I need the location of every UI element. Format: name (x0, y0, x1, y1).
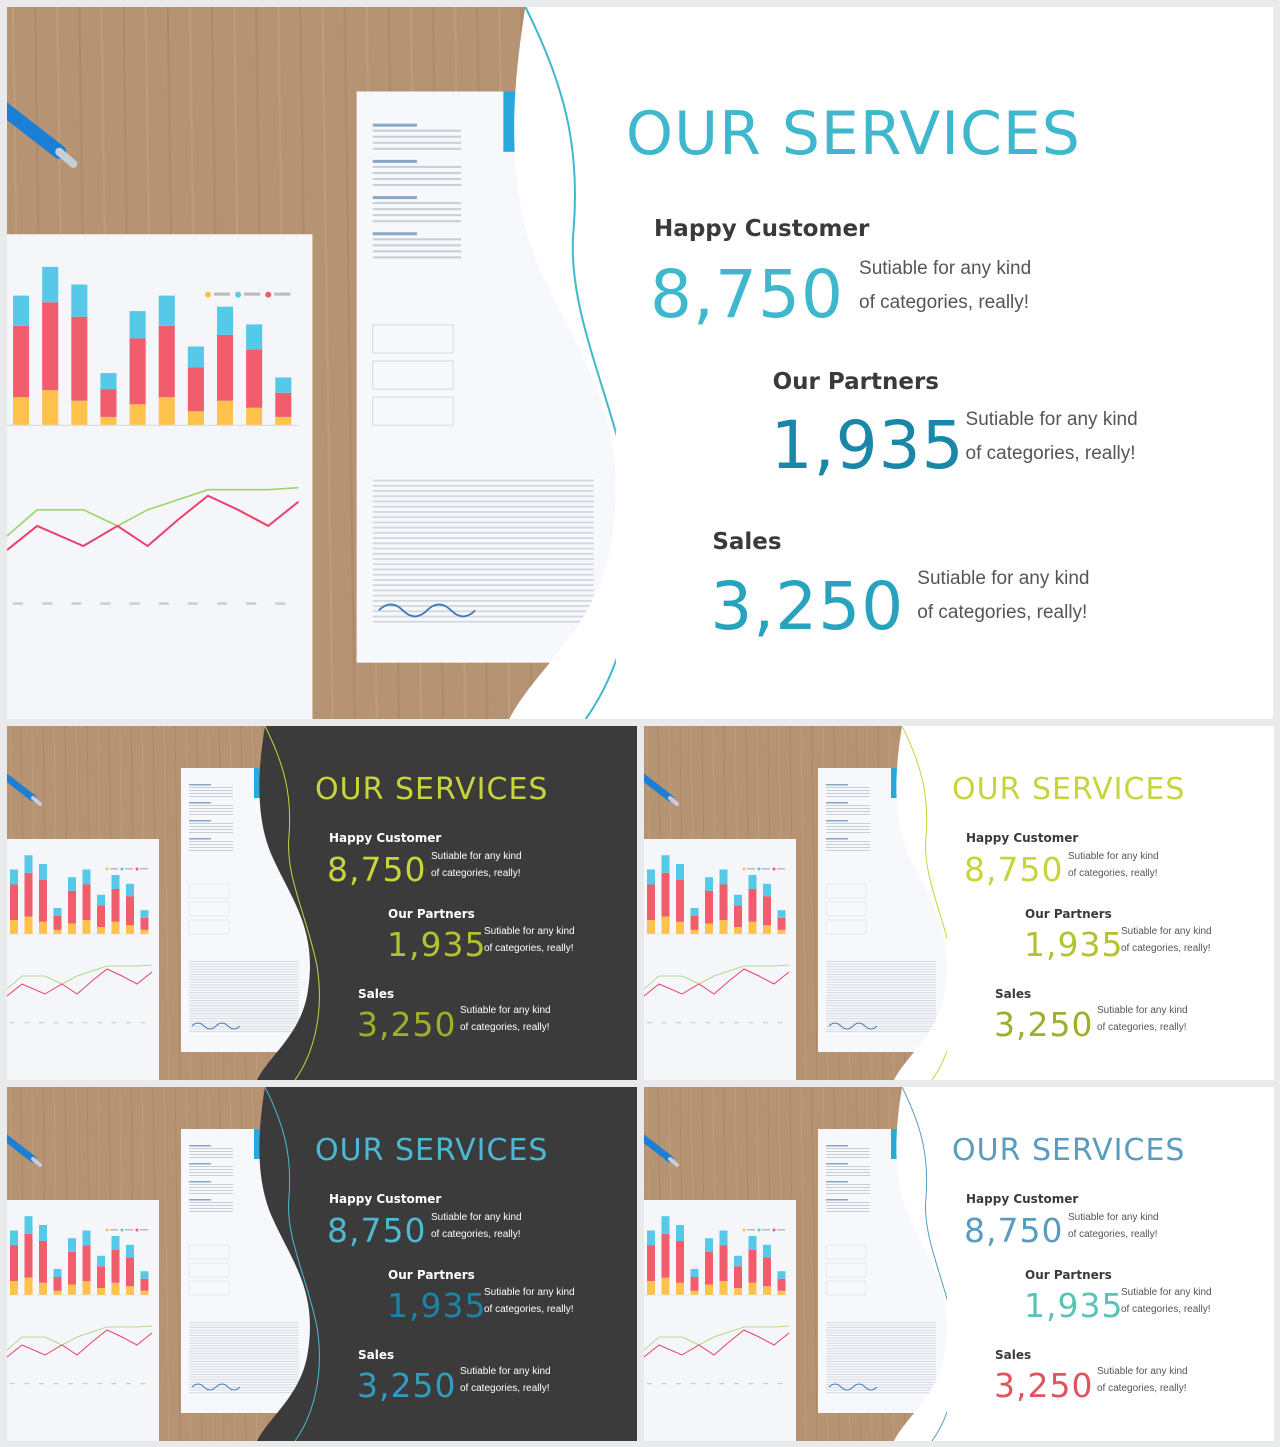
description-line-2: of categories, really! (484, 943, 574, 954)
stat-value-our-partners: 1,935 (387, 925, 487, 964)
stat-value-happy-customer: 8,750 (327, 850, 427, 889)
stat-description-sales (460, 1363, 551, 1397)
slide-main (7, 7, 1273, 719)
stat-description-happy-customer (1068, 848, 1159, 882)
description-line-2: of categories, really! (484, 1304, 574, 1315)
stat-description-our-partners (966, 403, 1138, 471)
description-line-2: of categories, really! (431, 1229, 521, 1240)
stat-label-our-partners: Our Partners (388, 907, 475, 921)
description-line-2: of categories, really! (1097, 1383, 1187, 1394)
description-line-1: Sutiable for any kind (965, 408, 1138, 430)
stat-value-sales: 3,250 (994, 1366, 1094, 1405)
stat-description-our-partners (484, 1284, 575, 1318)
description-line-2: of categories, really! (1121, 943, 1211, 954)
description-line-2: of categories, really! (460, 1383, 550, 1394)
title-heading: OUR SERVICES (952, 772, 1186, 807)
stat-description-sales (460, 1002, 551, 1036)
stat-value-sales: 3,250 (710, 567, 905, 645)
chart-paper-photo (644, 1200, 796, 1441)
stat-value-sales: 3,250 (357, 1005, 457, 1044)
stat-description-happy-customer (431, 848, 522, 882)
description-line-1: Sutiable for any kind (917, 567, 1090, 589)
stat-description-our-partners (1121, 1284, 1212, 1318)
chart-paper-photo (7, 234, 312, 719)
description-line-2: of categories, really! (431, 868, 521, 879)
stat-description-happy-customer (1068, 1209, 1159, 1243)
stat-value-happy-customer: 8,750 (327, 1211, 427, 1250)
description-line-1: Sutiable for any kind (1097, 1366, 1188, 1377)
title-heading: OUR SERVICES (315, 1133, 549, 1168)
description-line-2: of categories, really! (1068, 1229, 1158, 1240)
stat-value-our-partners: 1,935 (1024, 1286, 1124, 1325)
title-heading: OUR SERVICES (952, 1133, 1186, 1168)
stat-value-happy-customer: 8,750 (964, 850, 1064, 889)
stat-label-our-partners: Our Partners (388, 1268, 475, 1282)
stat-label-sales: Sales (358, 987, 395, 1001)
description-line-1: Sutiable for any kind (1068, 1212, 1159, 1223)
description-line-2: of categories, really! (1097, 1022, 1187, 1033)
stat-value-our-partners: 1,935 (770, 406, 965, 484)
description-line-2: of categories, really! (965, 442, 1136, 464)
description-line-1: Sutiable for any kind (460, 1005, 551, 1016)
stat-value-sales: 3,250 (357, 1366, 457, 1405)
stat-label-happy-customer: Happy Customer (329, 831, 442, 845)
stat-description-happy-customer (431, 1209, 522, 1243)
chart-paper-photo (7, 1200, 159, 1441)
title-heading: OUR SERVICES (315, 772, 549, 807)
description-line-1: Sutiable for any kind (484, 926, 575, 937)
description-line-1: Sutiable for any kind (1121, 926, 1212, 937)
stat-description-our-partners (1121, 923, 1212, 957)
description-line-1: Sutiable for any kind (1121, 1287, 1212, 1298)
stat-label-sales: Sales (995, 1348, 1032, 1362)
stat-value-our-partners: 1,935 (387, 1286, 487, 1325)
stat-value-happy-customer: 8,750 (964, 1211, 1064, 1250)
stat-label-happy-customer: Happy Customer (329, 1192, 442, 1206)
slide-variant-dark-lime (7, 726, 637, 1080)
description-line-1: Sutiable for any kind (431, 851, 522, 862)
stat-value-our-partners: 1,935 (1024, 925, 1124, 964)
stat-label-sales: Sales (358, 1348, 395, 1362)
stat-description-our-partners (484, 923, 575, 957)
description-line-1: Sutiable for any kind (484, 1287, 575, 1298)
stat-label-happy-customer: Happy Customer (966, 831, 1079, 845)
description-line-1: Sutiable for any kind (1068, 851, 1159, 862)
chart-paper-photo (7, 839, 159, 1080)
title-heading: OUR SERVICES (625, 99, 1081, 170)
stat-description-sales (1097, 1002, 1188, 1036)
description-line-2: of categories, really! (1068, 868, 1158, 879)
description-line-1: Sutiable for any kind (859, 258, 1032, 280)
stat-description-sales (917, 562, 1089, 630)
stat-description-happy-customer (859, 252, 1031, 320)
stat-label-happy-customer: Happy Customer (966, 1192, 1079, 1206)
stat-label-sales: Sales (995, 987, 1032, 1001)
description-line-2: of categories, really! (1121, 1304, 1211, 1315)
stat-label-sales: Sales (712, 529, 782, 556)
chart-paper-photo (644, 839, 796, 1080)
stat-label-our-partners: Our Partners (772, 368, 939, 395)
stat-value-happy-customer: 8,750 (650, 256, 844, 334)
stat-description-sales (1097, 1363, 1188, 1397)
stat-label-our-partners: Our Partners (1025, 907, 1112, 921)
description-line-2: of categories, really! (460, 1022, 550, 1033)
description-line-1: Sutiable for any kind (460, 1366, 551, 1377)
description-line-1: Sutiable for any kind (1097, 1005, 1188, 1016)
description-line-2: of categories, really! (859, 292, 1030, 314)
slide-variant-light-lime (644, 726, 1274, 1080)
stat-label-happy-customer: Happy Customer (654, 215, 870, 242)
stat-value-sales: 3,250 (994, 1005, 1094, 1044)
slide-variant-light-multicolor (644, 1087, 1274, 1441)
stat-label-our-partners: Our Partners (1025, 1268, 1112, 1282)
description-line-2: of categories, really! (917, 601, 1088, 623)
slide-variant-dark-blue (7, 1087, 637, 1441)
description-line-1: Sutiable for any kind (431, 1212, 522, 1223)
